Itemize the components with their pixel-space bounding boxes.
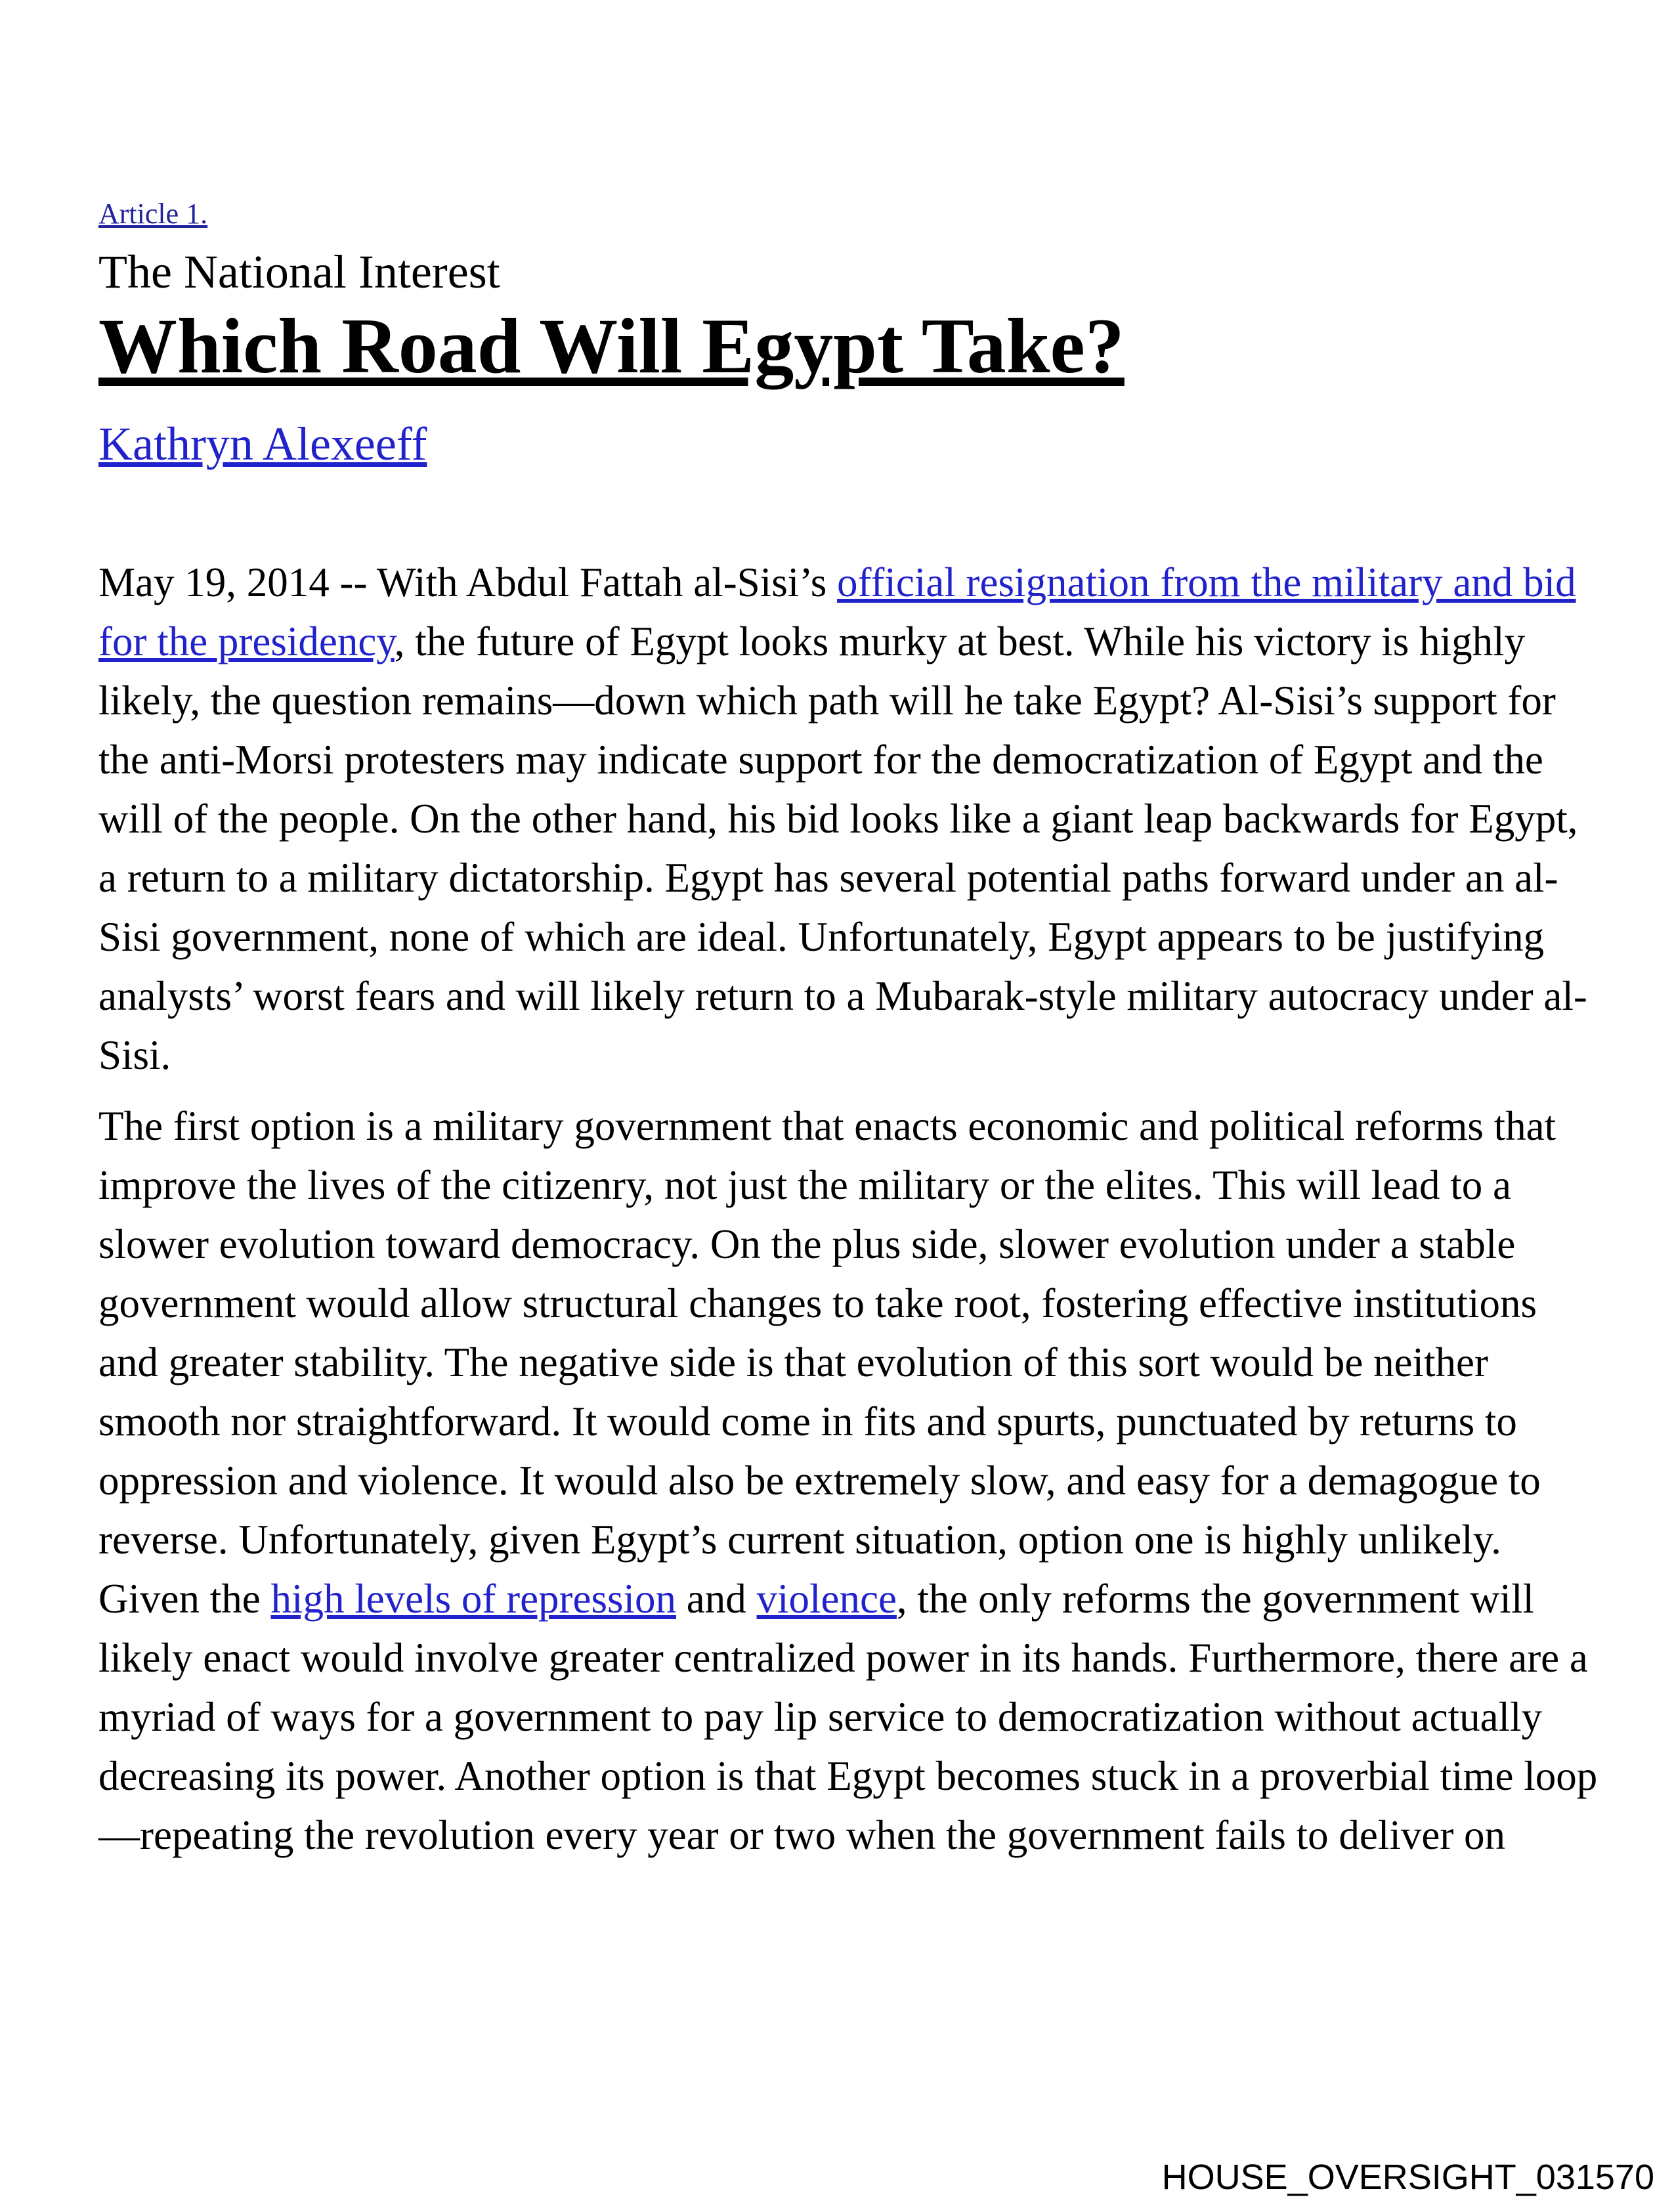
article-hyperlink[interactable]: violence: [756, 1576, 897, 1622]
article-hyperlink[interactable]: official resignation from the military and bid for the presidency: [98, 559, 1576, 664]
author-link[interactable]: Kathryn Alexeeff: [98, 418, 427, 470]
publication-name: The National Interest: [98, 246, 500, 298]
paragraph: May 19, 2014 -- With Abdul Fattah al-Sisi’s official resignation from the military and bid for the presidency, the future of Egypt looks murky at best. While his victory is highly likely, the question remains—down which path will he take Egypt? Al-Sisi’s support for the anti-Morsi protesters may indicate support for the democratization of Egypt and the will of the people. On the other hand, his bid looks like a giant leap backwards for Egypt, a return to a military dictatorship. Egypt has several potential paths forward under an al-Sisi government, none of which are ideal. Unfortunately, Egypt appears to be justifying analysts’ worst fears and will likely return to a Mubarak-style military autocracy under al-Sisi.: [98, 559, 1587, 1078]
article-title: Which Road Will Egypt Take?: [98, 302, 1125, 389]
bates-number: HOUSE_OVERSIGHT_031570: [1161, 2158, 1654, 2197]
article-hyperlink[interactable]: high levels of repression: [270, 1576, 677, 1622]
paragraph: The first option is a military government that enacts economic and political reforms that improve the lives of the citizenry, not just the military or the elites. This will lead to a slower evolution toward democracy. On the plus side, slower evolution under a stable government would allow structural changes to take root, fostering effective institutions and greater stability. The negative side is that evolution of this sort would be neither smooth nor straightforward. It would come in fits and spurts, punctuated by returns to oppression and violence. It would also be extremely slow, and easy for a demagogue to reverse. Unfortunately, given Egypt’s current situation, option one is highly unlikely. Given the high levels of repression and violence, the only reforms the government will likely enact would involve greater centralized power in its hands. Furthermore, there are a myriad of ways for a government to pay lip service to democratization without actually decreasing its power. Another option is that Egypt becomes stuck in a proverbial time loop—repeating the revolution every year or two when the government fails to deliver on: [98, 1103, 1598, 1858]
article-anchor-link[interactable]: Article 1.: [98, 198, 208, 230]
article-body: [98, 553, 1605, 1876]
